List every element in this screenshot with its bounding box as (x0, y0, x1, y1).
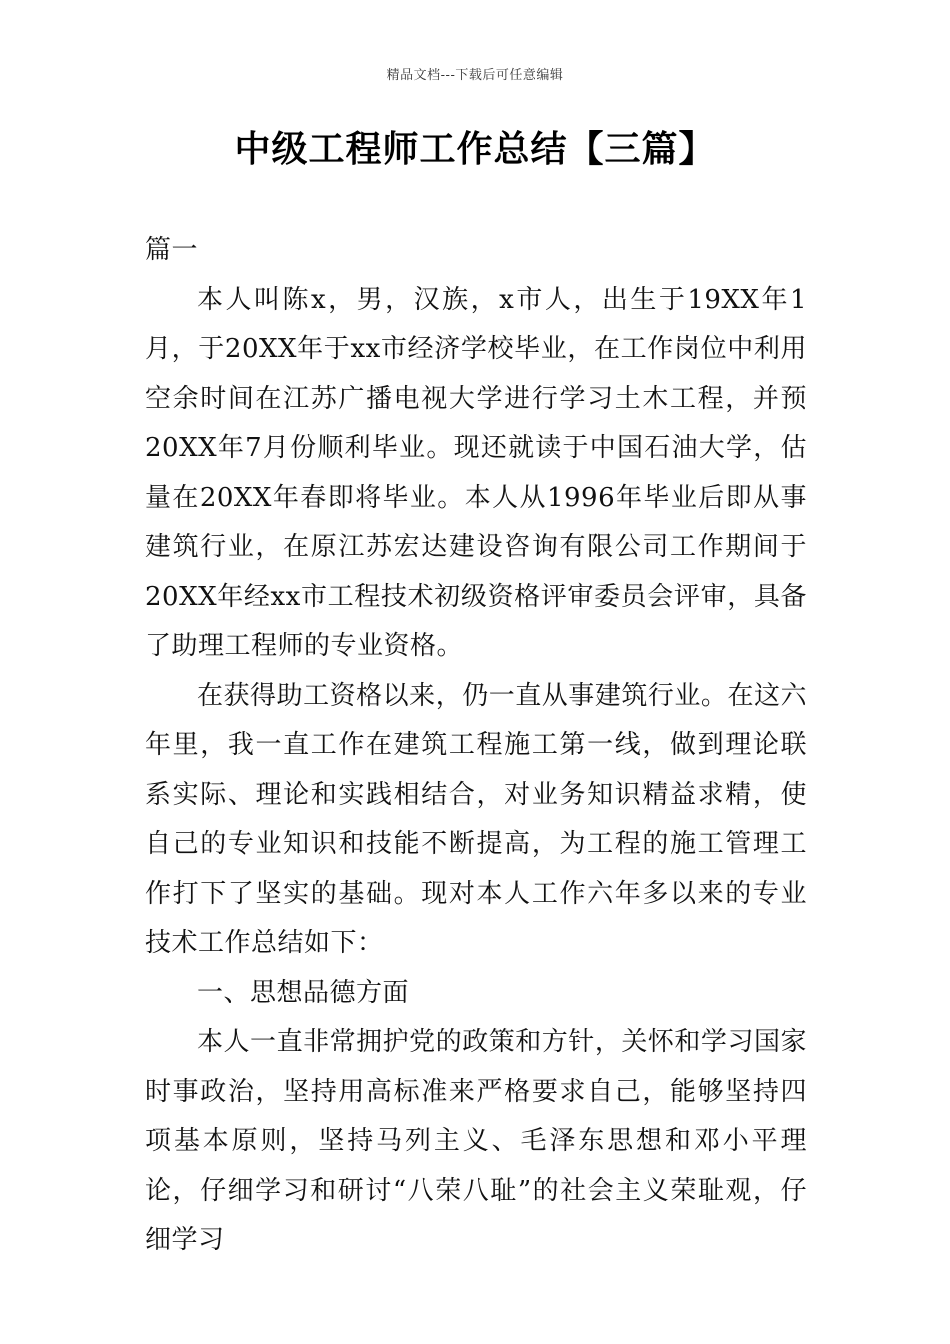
paragraph-ideology: 本人一直非常拥护党的政策和方针，关怀和学习国家时事政治，坚持用高标准来严格要求自己，能够坚持四项基本原则，坚持马列主义、毛泽东思想和邓小平理论，仔细学习和研讨“八荣八耻”的社会主义荣耻观，仔细学习 (145, 1027, 807, 1255)
paragraph-intro: 本人叫陈x，男，汉族，x市人，出生于19XX年1月，于20XX年于xx市经济学校毕业，在工作岗位中利用空余时间在江苏广播电视大学进行学习土木工程，并预20XX年7月份顺利毕业。现还就读于中国石油大学，估量在20XX年春即将毕业。本人从1996年毕业后即从事建筑行业，在原江苏宏达建设咨询有限公司工作期间于20XX年经xx市工程技术初级资格评审委员会评审，具备了助理工程师的专业资格。 (145, 284, 807, 661)
header-note: 精品文档---下载后可任意编辑 (386, 68, 564, 83)
section-heading-ideology: 一、思想品德方面 (197, 977, 410, 1008)
document-title: 中级工程师工作总结【三篇】 (234, 129, 716, 170)
document-body (145, 226, 807, 1266)
paragraph-work-experience: 在获得助工资格以来，仍一直从事建筑行业。在这六年里，我一直工作在建筑工程施工第一线，做到理论联系实际、理论和实践相结合，对业务知识精益求精，使自己的专业知识和技能不断提高，为工程的施工管理工作打下了坚实的基础。现对本人工作六年多以来的专业技术工作总结如下： (145, 680, 807, 958)
section-label: 篇一 (145, 235, 199, 265)
